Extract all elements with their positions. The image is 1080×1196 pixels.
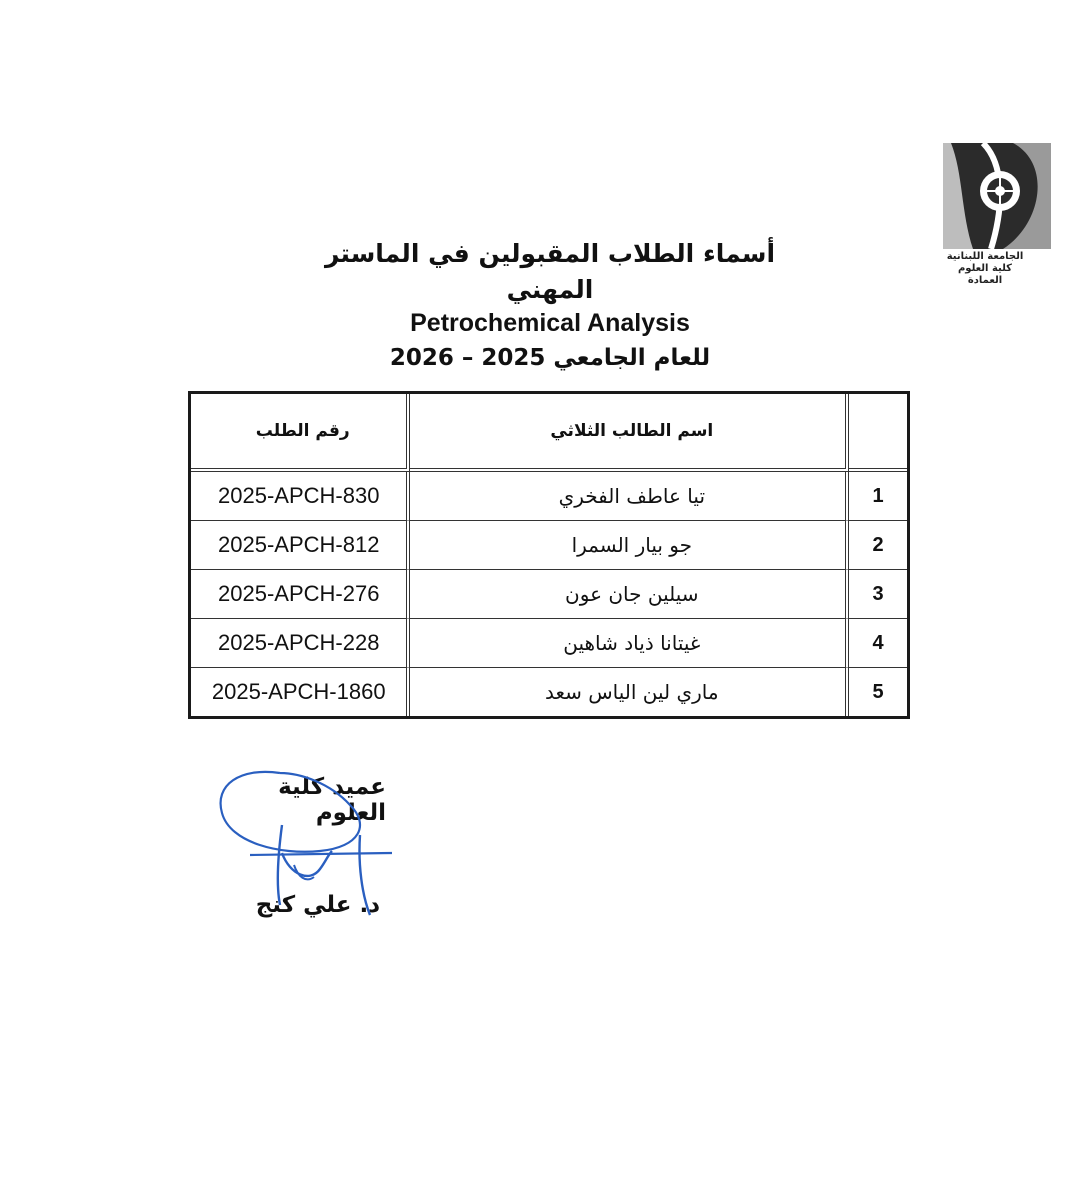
logo-university: الجامعة اللبنانية <box>946 251 1024 262</box>
row-number-cell: 5 <box>872 680 884 703</box>
university-logo <box>943 143 1051 295</box>
accepted-students-table <box>188 391 910 719</box>
dean-name: د. علي كنج <box>255 892 380 918</box>
row-number-cell: 4 <box>849 619 907 668</box>
student-name-cell: جو بيار السمرا <box>410 521 849 570</box>
logo-office: العمادة <box>967 275 1003 286</box>
table-header-row <box>191 394 907 472</box>
request-id-cell: 2025-APCH-830 <box>191 472 410 521</box>
request-id-cell: 2025-APCH-228 <box>191 619 410 668</box>
row-number-cell: 3 <box>849 570 907 619</box>
column-header-request-id: رقم الطلب <box>191 394 410 472</box>
table-row <box>191 472 907 521</box>
request-id-cell: 2025-APCH-812 <box>191 521 410 570</box>
student-name-cell: سيلين جان عون <box>410 570 849 619</box>
row-number-cell: 2 <box>849 521 907 570</box>
table-row <box>191 619 907 668</box>
table-row <box>191 668 907 716</box>
student-name-cell: ماري لين الياس سعد <box>410 668 849 716</box>
row-number-cell: 1 <box>849 472 907 521</box>
dean-title: عميد كلية العلوم <box>278 774 386 826</box>
program-name: Petrochemical Analysis <box>410 309 690 337</box>
logo-faculty: كلية العلوم <box>957 263 1013 274</box>
logo-caption <box>943 251 1027 287</box>
document-header <box>280 236 820 376</box>
table-row <box>191 521 907 570</box>
table-row <box>191 570 907 619</box>
academic-year: للعام الجامعي 2025 – 2026 <box>389 345 711 371</box>
column-header-name: اسم الطالب الثلاثي <box>410 394 849 472</box>
logo-emblem-icon <box>943 143 1051 249</box>
request-id-cell: 2025-APCH-1860 <box>191 668 410 716</box>
page-title: أسماء الطلاب المقبولين في الماستر المهني <box>324 239 776 304</box>
student-name-cell: تيا عاطف الفخري <box>410 472 849 521</box>
dean-signature-icon <box>210 765 400 925</box>
column-header-index <box>849 394 907 472</box>
student-name-cell: غيتانا ذياد شاهين <box>410 619 849 668</box>
request-id-cell: 2025-APCH-276 <box>191 570 410 619</box>
